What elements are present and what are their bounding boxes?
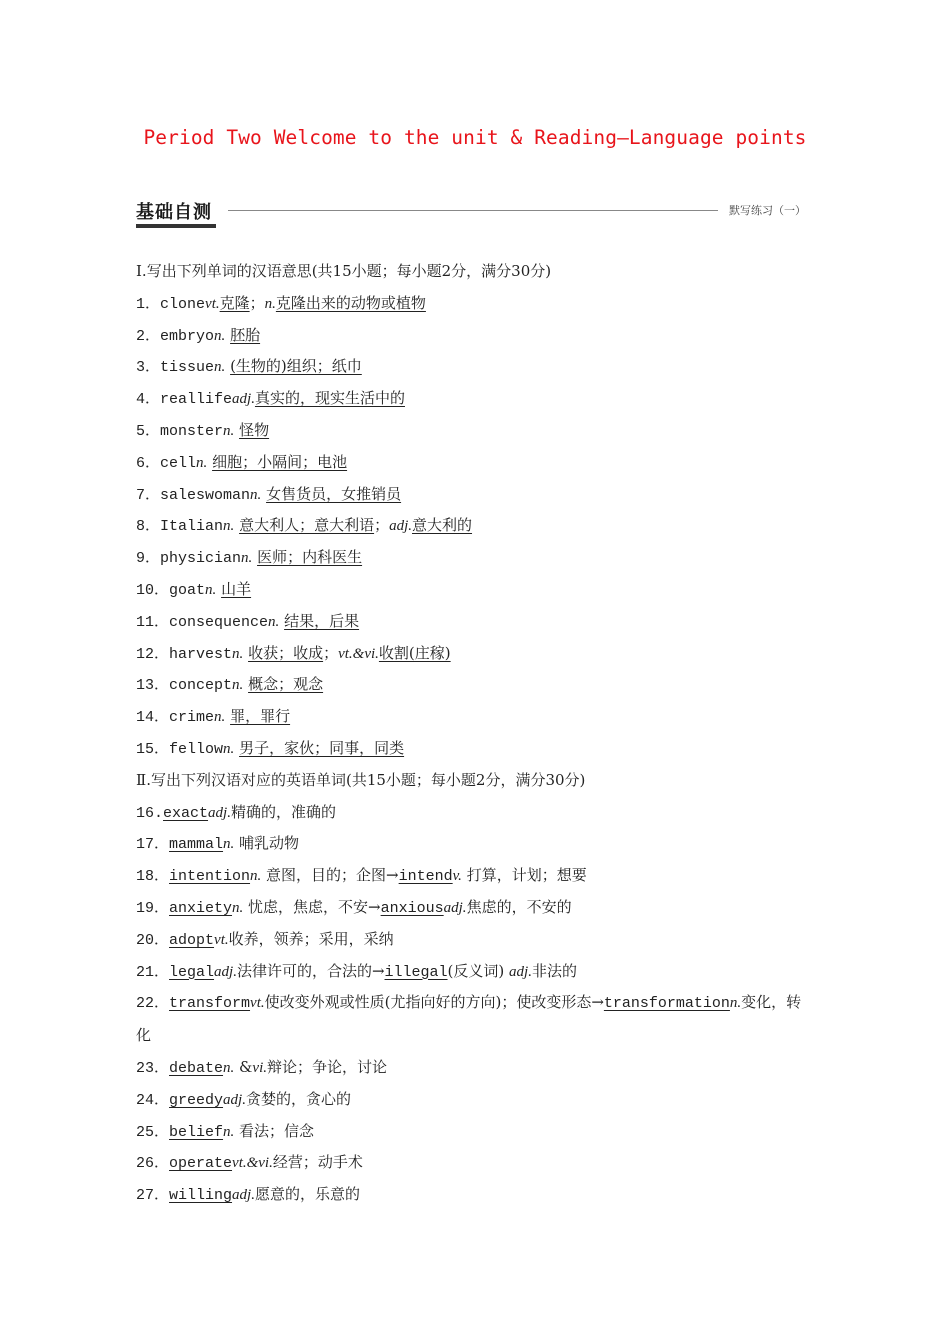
item-text: 看法；信念 — [234, 1121, 315, 1140]
exercise-item — [136, 288, 816, 320]
part-of-speech: n. — [250, 868, 262, 885]
answer-text: 收获；收成 — [248, 643, 324, 662]
exercise-item — [136, 447, 816, 479]
item-text: harvest — [169, 645, 233, 663]
exercise-item — [136, 638, 816, 670]
answer-text: 罪，罪行 — [230, 707, 291, 726]
answer-text: 医师；内科医生 — [257, 548, 363, 567]
item-number: 2． — [136, 327, 161, 345]
item-text: consequence — [169, 613, 269, 631]
part-of-speech: n. — [268, 613, 280, 630]
item-number: 17． — [136, 836, 170, 854]
exercise-item — [136, 320, 816, 352]
answer-text: 收割(庄稼) — [378, 643, 451, 662]
item-number: 1． — [136, 295, 161, 313]
part-of-speech: n. — [250, 486, 262, 503]
item-text: goat — [169, 581, 206, 599]
answer-text: operate — [169, 1155, 233, 1173]
answer-text: 细胞；小隔间；电池 — [212, 452, 348, 471]
exercise-item — [136, 606, 816, 638]
part-of-speech: n. — [223, 518, 235, 535]
item-text: 愿意的，乐意的 — [254, 1185, 360, 1204]
item-text: ； — [249, 293, 265, 312]
item-number: 19． — [136, 899, 170, 917]
page-title: Period Two Welcome to the unit & Reading—Language points — [143, 126, 807, 149]
item-number: 21． — [136, 963, 170, 981]
section-tag: 默写练习（一） — [729, 204, 806, 217]
item-number: 24． — [136, 1091, 170, 1109]
item-number: 26． — [136, 1155, 170, 1173]
answer-text: 意大利人；意大利语 — [239, 516, 375, 535]
item-number: 27． — [136, 1187, 170, 1205]
item-number: 6． — [136, 454, 161, 472]
part-of-speech: adj. — [232, 1187, 255, 1204]
part-of-speech: n. — [264, 295, 276, 312]
item-number: 12． — [136, 645, 170, 663]
exercise-item — [136, 860, 816, 892]
answer-text: adopt — [169, 931, 215, 949]
item-text: 收养，领养；采用，采纳 — [228, 929, 394, 948]
item-number: 14． — [136, 709, 170, 727]
exercise-item — [136, 892, 816, 924]
exercise-item — [136, 924, 816, 956]
exercise-item — [136, 1147, 816, 1179]
answer-text: transform — [169, 995, 251, 1013]
exercise-item — [136, 828, 816, 860]
item-text: 哺乳动物 — [234, 834, 300, 853]
exercise-item — [136, 1116, 816, 1148]
item-text: reallife — [160, 391, 233, 409]
answer-text: 克隆 — [219, 293, 250, 312]
part-of-speech: n. — [232, 899, 244, 916]
exercise-item — [136, 479, 816, 511]
answer-text: 男子，家伙；同事，同类 — [239, 738, 405, 757]
exercise-item — [136, 542, 816, 574]
part-of-speech: n. — [729, 995, 742, 1012]
item-text: 经营；动手术 — [272, 1153, 363, 1172]
answer-text: anxiety — [169, 899, 233, 917]
item-text: embryo — [160, 327, 215, 345]
item-text: fellow — [169, 740, 224, 758]
part-of-speech: vt. — [250, 995, 265, 1012]
item-text: clone — [160, 295, 206, 313]
answer-text: debate — [169, 1059, 224, 1077]
part-of-speech: adj. — [509, 963, 532, 980]
exercise-item — [136, 987, 816, 1052]
item-number: 23． — [136, 1059, 170, 1077]
part-of-speech: vt.&vi. — [232, 1155, 273, 1172]
answer-text: mammal — [169, 836, 224, 854]
exercise-list — [136, 256, 816, 1211]
item-text: 变化，转化 — [136, 993, 802, 1045]
exercise-item — [136, 351, 816, 383]
exercise-item — [136, 1084, 816, 1116]
part-of-speech: adj. — [389, 518, 413, 535]
section-underbar — [136, 224, 216, 228]
exercise-item — [136, 383, 816, 415]
item-number: 11． — [136, 613, 170, 631]
exercise-item — [136, 1052, 816, 1084]
answer-text: 概念；观念 — [248, 675, 324, 694]
part-of-speech: n. — [214, 709, 226, 726]
part-of-speech: n. — [232, 677, 244, 694]
answer-text: 女售货员，女推销员 — [266, 484, 402, 503]
part-of-speech: n. — [223, 422, 235, 439]
item-number: 22． — [136, 995, 170, 1013]
item-text: 贪婪的，贪心的 — [245, 1089, 351, 1108]
item-text: cell — [160, 454, 197, 472]
answer-text: greedy — [169, 1091, 224, 1109]
part-of-speech: n. — [223, 740, 235, 757]
part-of-speech: n. — [223, 1123, 235, 1140]
part-of-speech: n. — [241, 550, 253, 567]
exercise-item — [136, 669, 816, 701]
answer-text: legal — [169, 963, 215, 981]
answer-text: 结果，后果 — [284, 611, 360, 630]
section-label: 基础自测 — [136, 202, 212, 223]
part-of-speech: n. — [196, 454, 208, 471]
part-of-speech: n. — [232, 645, 244, 662]
answer-text: 意大利的 — [412, 516, 473, 535]
answer-text: 克隆出来的动物或植物 — [275, 293, 426, 312]
item-text: ； — [323, 643, 339, 662]
item-number: 20． — [136, 931, 170, 949]
exercise-item — [136, 510, 816, 542]
exercise-item — [136, 797, 816, 829]
item-text: Ⅱ.写出下列汉语对应的英语单词(共15小题；每小题2分，满分30分) — [136, 770, 586, 789]
item-number: 7． — [136, 486, 161, 504]
part-of-speech: v. — [452, 868, 462, 885]
item-text: & — [234, 1057, 253, 1076]
part-of-speech: vt.&vi. — [338, 645, 379, 662]
item-number: 16. — [136, 804, 164, 822]
part-of-speech: adj. — [443, 899, 467, 916]
item-text: 辩论；争论，讨论 — [266, 1057, 387, 1076]
item-text: 法律许可的，合法的→ — [236, 961, 385, 980]
item-text: 使改变外观或性质(尤指向好的方向)；使改变形态→ — [264, 993, 604, 1012]
item-number: 15． — [136, 740, 170, 758]
answer-text: 怪物 — [239, 420, 270, 439]
item-text: 意图，目的；企图→ — [261, 866, 399, 885]
answer-text: belief — [169, 1123, 224, 1141]
item-text: 忧虑，焦虑，不安→ — [243, 897, 381, 916]
item-number: 8． — [136, 518, 161, 536]
item-text: (反义词) — [447, 961, 510, 980]
part-of-speech: vt. — [205, 295, 220, 312]
answer-text: exact — [163, 804, 209, 822]
part-of-speech: adj. — [223, 1091, 246, 1108]
answer-text: intend — [398, 868, 453, 886]
item-number: 10． — [136, 581, 170, 599]
section-rule — [228, 210, 718, 211]
section-header — [136, 196, 806, 230]
instruction-line — [136, 765, 816, 797]
item-number: 3． — [136, 359, 161, 377]
part-of-speech: vt. — [214, 931, 229, 948]
exercise-item — [136, 956, 816, 988]
item-text: tissue — [160, 359, 215, 377]
item-text: physician — [160, 550, 242, 568]
item-text: monster — [160, 422, 224, 440]
answer-text: illegal — [384, 963, 448, 981]
part-of-speech: n. — [214, 327, 226, 344]
exercise-item — [136, 701, 816, 733]
instruction-line — [136, 256, 816, 288]
item-number: 5． — [136, 422, 161, 440]
item-number: 18． — [136, 868, 170, 886]
part-of-speech: n. — [214, 359, 226, 376]
exercise-item — [136, 415, 816, 447]
part-of-speech: n. — [223, 1059, 235, 1076]
exercise-item — [136, 1179, 816, 1211]
item-number: 4． — [136, 391, 161, 409]
part-of-speech: adj. — [214, 963, 237, 980]
exercise-item — [136, 733, 816, 765]
answer-text: intention — [169, 868, 251, 886]
item-text: concept — [169, 677, 233, 695]
item-number: 25． — [136, 1123, 170, 1141]
item-text: 精确的，准确的 — [230, 802, 336, 821]
answer-text: 山羊 — [221, 579, 252, 598]
item-number: 9． — [136, 550, 161, 568]
item-text: ； — [374, 516, 390, 535]
part-of-speech: n. — [205, 581, 217, 598]
item-text: 打算，计划；想要 — [461, 866, 587, 885]
item-number: 13． — [136, 677, 170, 695]
part-of-speech: adj. — [208, 804, 231, 821]
item-text: Italian — [160, 518, 224, 536]
part-of-speech: n. — [223, 836, 235, 853]
part-of-speech: vi. — [252, 1059, 267, 1076]
answer-text: willing — [169, 1187, 233, 1205]
answer-text: (生物的)组织；纸巾 — [230, 357, 362, 376]
item-text: saleswoman — [160, 486, 251, 504]
item-text: Ⅰ.写出下列单词的汉语意思(共15小题；每小题2分，满分30分) — [136, 262, 552, 280]
item-text: 焦虑的，不安的 — [466, 897, 572, 916]
answer-text: 真实的，现实生活中的 — [254, 389, 405, 408]
exercise-item — [136, 574, 816, 606]
part-of-speech: adj. — [232, 391, 255, 408]
item-text: 非法的 — [531, 961, 577, 980]
answer-text: anxious — [380, 899, 444, 917]
item-text: crime — [169, 709, 215, 727]
answer-text: 胚胎 — [230, 325, 261, 344]
answer-text: transformation — [603, 995, 730, 1013]
